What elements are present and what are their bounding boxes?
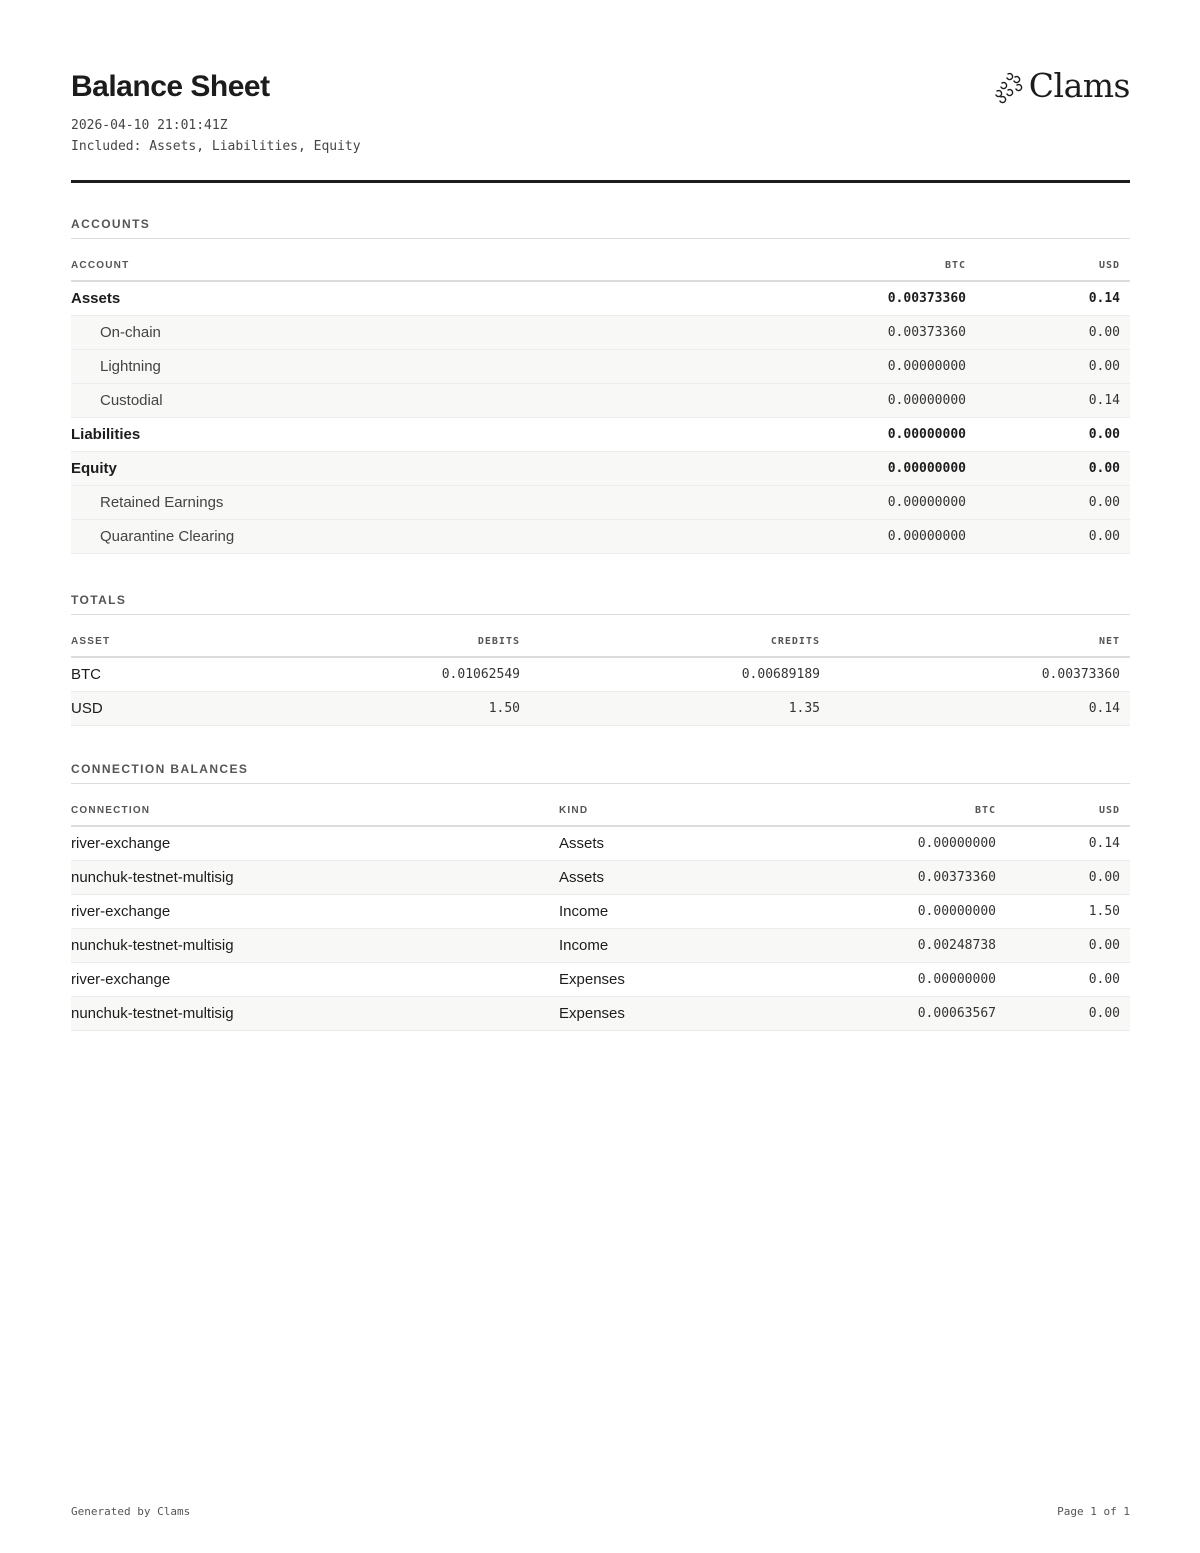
included-categories: Included: Assets, Liabilities, Equity: [71, 139, 361, 154]
connection-usd: 0.00: [1006, 928, 1130, 962]
account-name: Liabilities: [71, 417, 776, 451]
account-row-assets: [71, 281, 1130, 315]
connection-name: river-exchange: [71, 962, 559, 996]
account-btc: 0.00373360: [776, 315, 976, 349]
connection-usd: 0.14: [1006, 826, 1130, 860]
connection-btc: 0.00063567: [759, 996, 1006, 1030]
connection-btc: 0.00000000: [759, 894, 1006, 928]
account-usd: 0.14: [976, 281, 1130, 315]
totals-section-title: TOTALS: [71, 585, 1130, 615]
connection-usd: 0.00: [1006, 996, 1130, 1030]
connection-btc: 0.00373360: [759, 860, 1006, 894]
accounts-section: [71, 209, 1130, 554]
table-row: [71, 928, 1130, 962]
page-title: Balance Sheet: [71, 70, 270, 103]
account-name: Equity: [71, 451, 776, 485]
connection-usd: 0.00: [1006, 860, 1130, 894]
account-usd: 0.00: [976, 519, 1130, 553]
account-usd: 0.00: [976, 451, 1130, 485]
column-header-btc: BTC: [776, 251, 976, 281]
totals-header-row: [71, 627, 1130, 657]
account-usd: 0.00: [976, 417, 1130, 451]
account-name: Quarantine Clearing: [71, 519, 776, 553]
connection-name: river-exchange: [71, 826, 559, 860]
totals-row-usd: [71, 691, 1130, 725]
connection-kind: Assets: [559, 826, 759, 860]
account-btc: 0.00000000: [776, 383, 976, 417]
totals-row-btc: [71, 657, 1130, 691]
accounts-section-title: ACCOUNTS: [71, 209, 1130, 239]
column-header-debits: DEBITS: [230, 627, 530, 657]
account-btc: 0.00000000: [776, 349, 976, 383]
account-btc: 0.00000000: [776, 485, 976, 519]
report-timestamp: 2026-04-10 21:01:41Z: [71, 118, 228, 133]
connection-kind: Income: [559, 894, 759, 928]
connection-kind: Income: [559, 928, 759, 962]
account-row-liabilities: [71, 417, 1130, 451]
total-asset: BTC: [71, 657, 230, 691]
total-credits: 1.35: [530, 691, 830, 725]
connection-balances-section: [71, 754, 1130, 1031]
column-header-usd: USD: [1006, 796, 1130, 826]
connection-balances-table: [71, 796, 1130, 1031]
table-row: [71, 962, 1130, 996]
table-row: [71, 860, 1130, 894]
column-header-kind: KIND: [559, 796, 759, 826]
header-divider: [71, 180, 1130, 183]
account-usd: 0.00: [976, 315, 1130, 349]
account-usd: 0.00: [976, 485, 1130, 519]
account-row-lightning: [71, 349, 1130, 383]
column-header-account: ACCOUNT: [71, 251, 776, 281]
connection-name: river-exchange: [71, 894, 559, 928]
total-asset: USD: [71, 691, 230, 725]
account-btc: 0.00373360: [776, 281, 976, 315]
account-name: Retained Earnings: [71, 485, 776, 519]
connection-btc: 0.00000000: [759, 962, 1006, 996]
account-usd: 0.00: [976, 349, 1130, 383]
connection-usd: 1.50: [1006, 894, 1130, 928]
table-row: [71, 894, 1130, 928]
account-btc: 0.00000000: [776, 417, 976, 451]
connection-name: nunchuk-testnet-multisig: [71, 860, 559, 894]
connections-header-row: [71, 796, 1130, 826]
column-header-credits: CREDITS: [530, 627, 830, 657]
account-name: Assets: [71, 281, 776, 315]
column-header-btc: BTC: [759, 796, 1006, 826]
account-row-on-chain: [71, 315, 1130, 349]
account-btc: 0.00000000: [776, 451, 976, 485]
total-debits: 0.01062549: [230, 657, 530, 691]
footer-page-number: Page 1 of 1: [1057, 1505, 1130, 1518]
table-row: [71, 996, 1130, 1030]
report-page: [71, 0, 1130, 1553]
column-header-net: NET: [830, 627, 1130, 657]
connection-name: nunchuk-testnet-multisig: [71, 996, 559, 1030]
total-net: 0.00373360: [830, 657, 1130, 691]
account-row-quarantine-clearing: [71, 519, 1130, 553]
total-credits: 0.00689189: [530, 657, 830, 691]
accounts-header-row: [71, 251, 1130, 281]
connection-balances-section-title: CONNECTION BALANCES: [71, 754, 1130, 784]
connection-kind: Expenses: [559, 996, 759, 1030]
clams-logo: [991, 66, 1130, 105]
account-btc: 0.00000000: [776, 519, 976, 553]
total-net: 0.14: [830, 691, 1130, 725]
column-header-connection: CONNECTION: [71, 796, 559, 826]
connection-kind: Expenses: [559, 962, 759, 996]
connection-kind: Assets: [559, 860, 759, 894]
total-debits: 1.50: [230, 691, 530, 725]
account-name: Lightning: [71, 349, 776, 383]
connection-btc: 0.00248738: [759, 928, 1006, 962]
clams-logo-icon: [991, 68, 1027, 104]
connection-usd: 0.00: [1006, 962, 1130, 996]
footer-generated-by: Generated by Clams: [71, 1505, 191, 1518]
column-header-asset: ASSET: [71, 627, 230, 657]
totals-table: [71, 627, 1130, 726]
accounts-table: [71, 251, 1130, 554]
account-name: Custodial: [71, 383, 776, 417]
table-row: [71, 826, 1130, 860]
account-usd: 0.14: [976, 383, 1130, 417]
account-row-retained-earnings: [71, 485, 1130, 519]
logo-text: Clams: [1028, 66, 1130, 105]
account-row-custodial: [71, 383, 1130, 417]
connection-name: nunchuk-testnet-multisig: [71, 928, 559, 962]
totals-section: [71, 585, 1130, 726]
account-name: On-chain: [71, 315, 776, 349]
column-header-usd: USD: [976, 251, 1130, 281]
account-row-equity: [71, 451, 1130, 485]
connection-btc: 0.00000000: [759, 826, 1006, 860]
